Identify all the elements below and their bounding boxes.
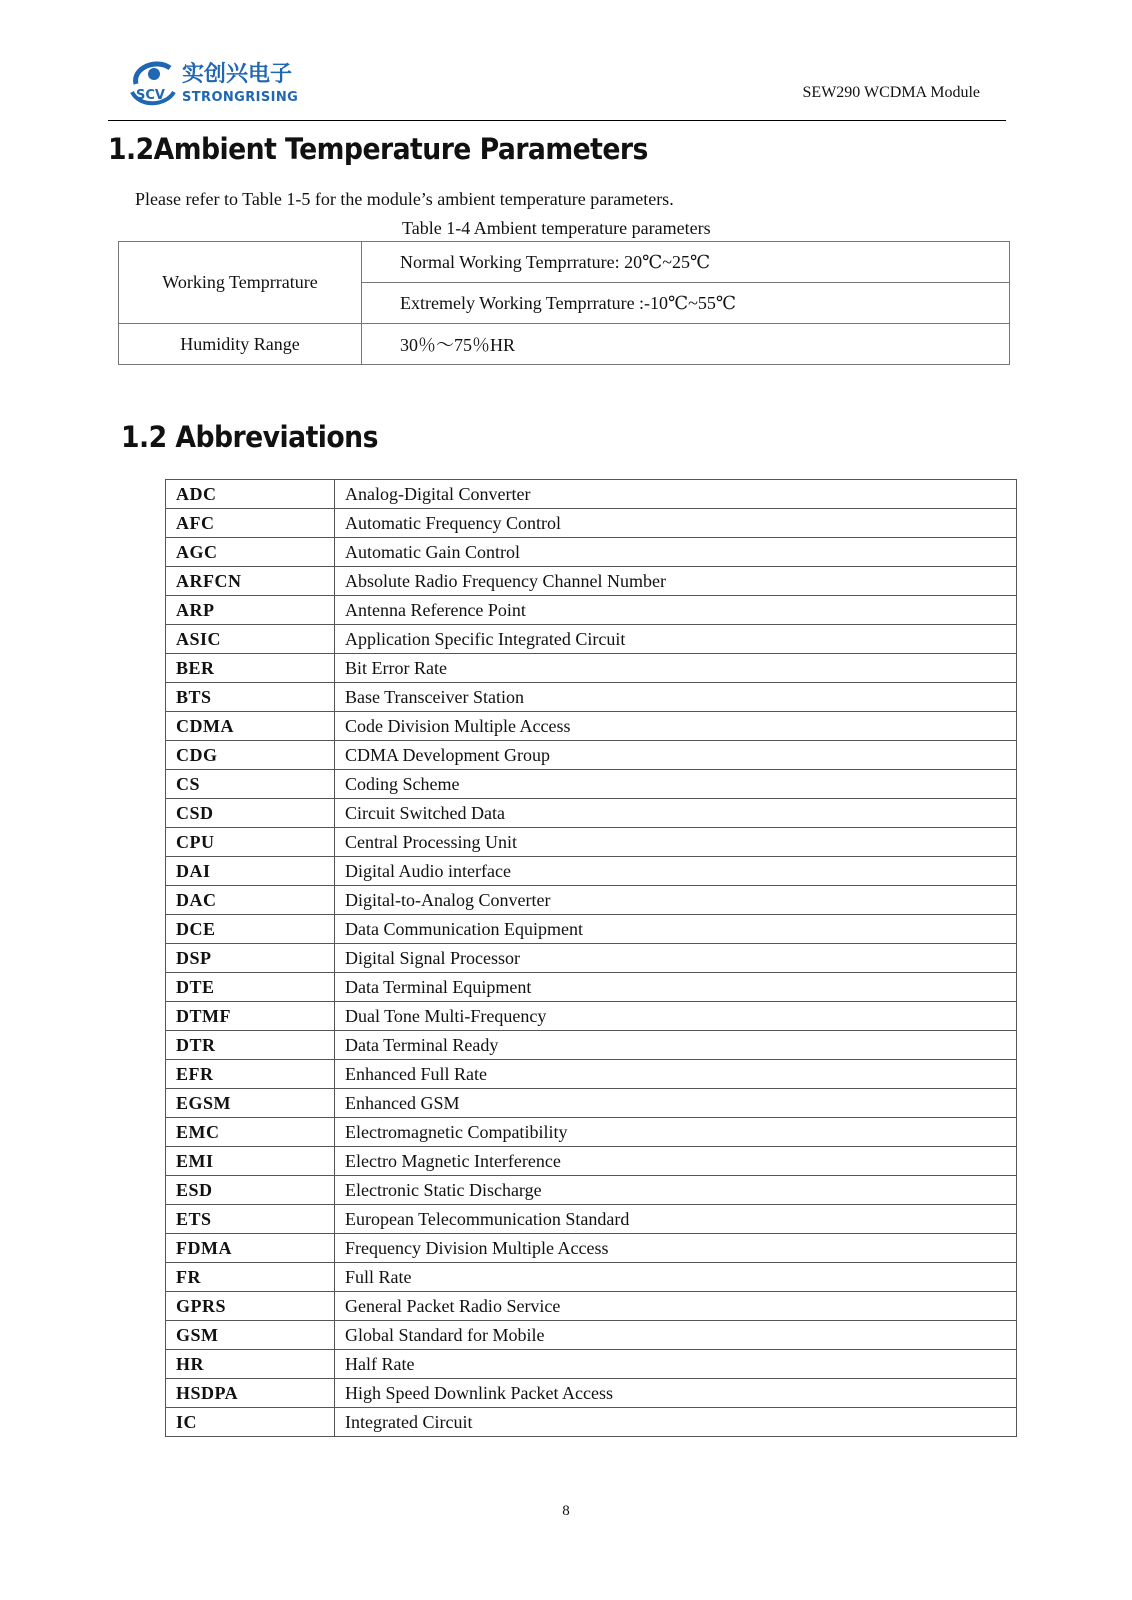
abbreviation-definition: Automatic Gain Control <box>335 538 1017 567</box>
abbreviation-definition: Application Specific Integrated Circuit <box>335 625 1017 654</box>
abbreviation-term: DAI <box>166 857 335 886</box>
table-row <box>166 1147 1017 1176</box>
table-row <box>166 944 1017 973</box>
abbreviation-term: EGSM <box>166 1089 335 1118</box>
abbreviation-term: IC <box>166 1408 335 1437</box>
abbreviation-definition: High Speed Downlink Packet Access <box>335 1379 1017 1408</box>
abbreviation-term: DAC <box>166 886 335 915</box>
abbreviation-term: ARFCN <box>166 567 335 596</box>
table-row <box>166 1205 1017 1234</box>
abbreviation-term: GPRS <box>166 1292 335 1321</box>
section-heading-abbreviations: 1.2 Abbreviations <box>121 420 378 454</box>
table-row <box>166 1408 1017 1437</box>
abbreviations-table <box>165 479 1017 1437</box>
abbreviation-definition: Global Standard for Mobile <box>335 1321 1017 1350</box>
abbreviation-definition: Frequency Division Multiple Access <box>335 1234 1017 1263</box>
abbreviation-term: CPU <box>166 828 335 857</box>
abbreviation-definition: Data Terminal Equipment <box>335 973 1017 1002</box>
working-temperature-label: Working Temprrature <box>119 242 362 324</box>
abbreviation-definition: Central Processing Unit <box>335 828 1017 857</box>
abbreviation-definition: Circuit Switched Data <box>335 799 1017 828</box>
table-row <box>166 538 1017 567</box>
table-row <box>166 973 1017 1002</box>
abbreviation-definition: Data Terminal Ready <box>335 1031 1017 1060</box>
abbreviation-term: FR <box>166 1263 335 1292</box>
table-row <box>166 828 1017 857</box>
table-row <box>166 1379 1017 1408</box>
abbreviation-term: DTMF <box>166 1002 335 1031</box>
abbreviation-definition: Full Rate <box>335 1263 1017 1292</box>
abbreviation-term: CSD <box>166 799 335 828</box>
table-row <box>166 915 1017 944</box>
abbreviation-definition: Data Communication Equipment <box>335 915 1017 944</box>
abbreviation-definition: Dual Tone Multi-Frequency <box>335 1002 1017 1031</box>
temperature-intro-text: Please refer to Table 1-5 for the module’s ambient temperature parameters. <box>135 189 674 209</box>
abbreviation-definition: General Packet Radio Service <box>335 1292 1017 1321</box>
abbreviation-term: DTR <box>166 1031 335 1060</box>
table-row <box>166 1350 1017 1379</box>
abbreviation-definition: Electromagnetic Compatibility <box>335 1118 1017 1147</box>
temperature-table <box>118 241 1010 365</box>
abbreviation-term: BER <box>166 654 335 683</box>
abbreviation-term: EMC <box>166 1118 335 1147</box>
abbreviation-definition: Enhanced Full Rate <box>335 1060 1017 1089</box>
abbreviation-term: CDG <box>166 741 335 770</box>
abbreviation-term: DCE <box>166 915 335 944</box>
table-row <box>166 625 1017 654</box>
abbreviation-term: ETS <box>166 1205 335 1234</box>
logo-cn-text: 实创兴电子 <box>182 62 293 87</box>
table-row <box>166 799 1017 828</box>
abbreviation-term: ESD <box>166 1176 335 1205</box>
table-row <box>166 654 1017 683</box>
header-divider <box>108 120 1006 121</box>
abbreviation-term: GSM <box>166 1321 335 1350</box>
abbreviation-definition: Antenna Reference Point <box>335 596 1017 625</box>
section-heading-temperature: 1.2Ambient Temperature Parameters <box>108 132 648 166</box>
table-row <box>166 683 1017 712</box>
table-row <box>166 770 1017 799</box>
table-row <box>166 1234 1017 1263</box>
abbreviation-term: DSP <box>166 944 335 973</box>
table-row <box>166 1263 1017 1292</box>
page-number: 8 <box>562 1503 570 1519</box>
abbreviation-term: HR <box>166 1350 335 1379</box>
abbreviation-term: CS <box>166 770 335 799</box>
abbreviation-definition: CDMA Development Group <box>335 741 1017 770</box>
table-row <box>166 1060 1017 1089</box>
abbreviation-definition: Digital-to-Analog Converter <box>335 886 1017 915</box>
abbreviation-definition: Half Rate <box>335 1350 1017 1379</box>
abbreviation-definition: Electro Magnetic Interference <box>335 1147 1017 1176</box>
logo-en-text: STRONGRISING <box>182 90 299 105</box>
table-row <box>166 1176 1017 1205</box>
abbreviation-term: ARP <box>166 596 335 625</box>
table-row <box>166 886 1017 915</box>
table-row <box>166 596 1017 625</box>
abbreviation-term: AGC <box>166 538 335 567</box>
abbreviation-term: EMI <box>166 1147 335 1176</box>
table-row <box>166 567 1017 596</box>
abbreviation-term: BTS <box>166 683 335 712</box>
table-row <box>166 1089 1017 1118</box>
abbreviation-term: AFC <box>166 509 335 538</box>
abbreviation-term: FDMA <box>166 1234 335 1263</box>
company-logo <box>126 54 316 114</box>
abbreviation-definition: Absolute Radio Frequency Channel Number <box>335 567 1017 596</box>
abbreviation-definition: Analog-Digital Converter <box>335 480 1017 509</box>
abbreviation-definition: Electronic Static Discharge <box>335 1176 1017 1205</box>
abbreviation-definition: Bit Error Rate <box>335 654 1017 683</box>
abbreviation-definition: Base Transceiver Station <box>335 683 1017 712</box>
table-row <box>166 1031 1017 1060</box>
table-row <box>166 857 1017 886</box>
abbreviation-term: ASIC <box>166 625 335 654</box>
normal-working-temperature: Normal Working Temprrature: 20℃~25℃ <box>362 242 1010 283</box>
table-row <box>166 1118 1017 1147</box>
abbreviation-definition: European Telecommunication Standard <box>335 1205 1017 1234</box>
abbreviation-definition: Enhanced GSM <box>335 1089 1017 1118</box>
logo-mark-text: SCV <box>136 88 165 103</box>
table-row <box>166 480 1017 509</box>
table-row <box>166 712 1017 741</box>
abbreviation-definition: Digital Signal Processor <box>335 944 1017 973</box>
extreme-working-temperature: Extremely Working Temprrature :-10℃~55℃ <box>362 283 1010 324</box>
table-row <box>166 1292 1017 1321</box>
abbreviation-term: HSDPA <box>166 1379 335 1408</box>
abbreviation-term: EFR <box>166 1060 335 1089</box>
table-row <box>166 741 1017 770</box>
abbreviation-definition: Digital Audio interface <box>335 857 1017 886</box>
abbreviation-definition: Code Division Multiple Access <box>335 712 1017 741</box>
table-row <box>166 1321 1017 1350</box>
humidity-range-label: Humidity Range <box>119 324 362 365</box>
abbreviation-definition: Coding Scheme <box>335 770 1017 799</box>
abbreviation-definition: Automatic Frequency Control <box>335 509 1017 538</box>
abbreviation-definition: Integrated Circuit <box>335 1408 1017 1437</box>
table-row <box>166 1002 1017 1031</box>
table-caption: Table 1-4 Ambient temperature parameters <box>402 218 711 238</box>
table-row <box>166 509 1017 538</box>
abbreviation-term: CDMA <box>166 712 335 741</box>
abbreviation-term: DTE <box>166 973 335 1002</box>
humidity-range-value: 30％～75％HR <box>362 324 1010 365</box>
abbreviation-term: ADC <box>166 480 335 509</box>
document-title: SEW290 WCDMA Module <box>802 84 980 101</box>
